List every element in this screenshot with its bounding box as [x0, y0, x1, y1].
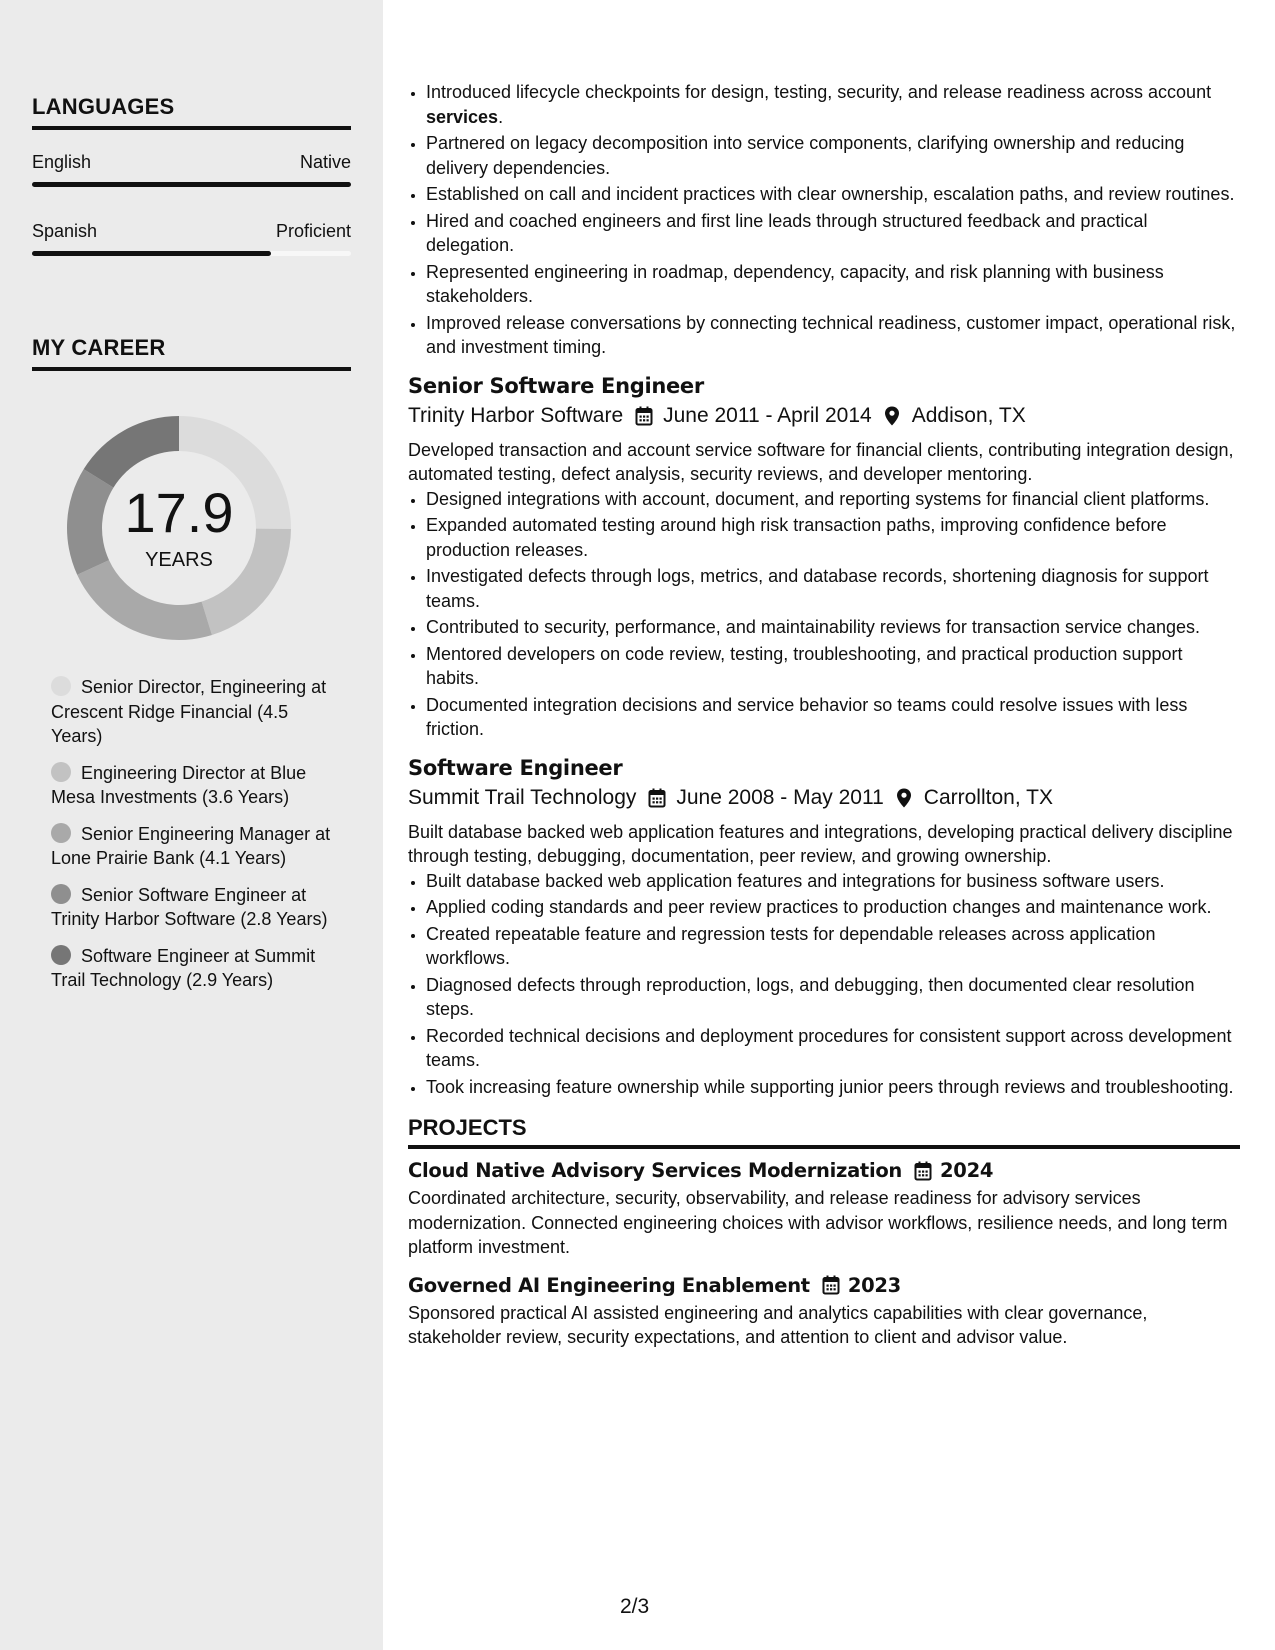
career-legend-item [51, 675, 331, 749]
job-company: Trinity Harbor Software [408, 403, 624, 427]
job-bullets [408, 869, 1240, 1100]
bullet-item [426, 311, 1240, 360]
legend-dot [51, 762, 71, 782]
job-dates: June 2008 - May 2011 [676, 785, 884, 809]
projects-heading: PROJECTS [408, 1115, 1240, 1149]
bullet-item: • Diagnosed defects through reproduction, logs, and debugging, then documented clear resolution steps. [426, 973, 1240, 1022]
experience-list [408, 374, 1240, 1100]
calendar-icon [648, 788, 666, 808]
sidebar [0, 0, 383, 1650]
language-level: Native [299, 152, 351, 172]
project-year: 2023 [847, 1273, 901, 1297]
career-total-unit: YEARS [145, 549, 213, 571]
career-donut-segment [77, 560, 212, 640]
career-heading: MY CAREER [32, 335, 351, 371]
project-entry [408, 1274, 1240, 1350]
career-legend-label: Senior Director, Engineering at Crescent Ridge Financial (4.5 Years) [51, 677, 327, 746]
career-total-years: 17.9 [124, 481, 234, 544]
career-donut-segment [84, 416, 179, 488]
bullet-item [426, 209, 1240, 258]
main-content [408, 0, 1240, 1650]
project-title: Cloud Native Advisory Services Modernization [408, 1159, 903, 1182]
bullet-item: • Applied coding standards and peer review practices to production changes and maintenance work. [426, 895, 1240, 920]
bullet-item: • Contributed to security, performance, and maintainability reviews for transaction service changes. [426, 615, 1240, 640]
project-entry [408, 1159, 1240, 1260]
project-year: 2024 [940, 1159, 994, 1182]
job-meta [408, 404, 1240, 428]
previous-job-bullets [408, 80, 1240, 360]
bullet-bold-text: services [426, 106, 499, 127]
project-title-row [408, 1274, 1240, 1297]
job-dates: June 2011 - April 2014 [663, 403, 872, 427]
bullet-item: • Created repeatable feature and regression tests for dependable releases across application workflows. [426, 922, 1240, 971]
project-description: Coordinated architecture, security, observability, and release readiness for advisory services modernization. Connected engineering choices with advisor workflows, resilience needs, and long term platform investment. [408, 1188, 1228, 1257]
job-entry [408, 374, 1240, 742]
bullet-item: • Expanded automated testing around high risk transaction paths, improving confidence before production releases. [426, 513, 1240, 562]
language-proficiency-fill [32, 251, 271, 256]
bullet-item [426, 182, 1240, 207]
calendar-icon [822, 1275, 840, 1295]
bullet-text: Improved release conversations by connecting technical readiness, customer impact, operational risk, and investment timing. [426, 312, 1236, 357]
bullet-text: Hired and coached engineers and first line leads through structured feedback and practical delegation. [426, 210, 1148, 255]
job-meta [408, 786, 1240, 810]
bullet-item: • Investigated defects through logs, metrics, and database records, shortening diagnosis for support teams. [426, 564, 1240, 613]
project-title: Governed AI Engineering Enablement [408, 1273, 810, 1297]
bullet-item: • Built database backed web application features and integrations for business software users. [426, 869, 1240, 894]
bullet-item [426, 131, 1240, 180]
job-company: Summit Trail Technology [408, 785, 637, 809]
legend-dot [51, 823, 71, 843]
language-proficiency-bar [32, 251, 351, 256]
bullet-item [426, 260, 1240, 309]
career-legend-label: Engineering Director at Blue Mesa Investments (3.6 Years) [51, 762, 307, 807]
job-title: Software Engineer [408, 755, 623, 780]
bullet-item [426, 80, 1240, 129]
language-name: English [32, 152, 92, 172]
career-legend-item [51, 822, 331, 871]
bullet-item: • Mentored developers on code review, testing, troubleshooting, and practical production support habits. [426, 642, 1240, 691]
legend-dot [51, 884, 71, 904]
language-proficiency-bar [32, 182, 351, 187]
job-location: Addison, TX [911, 403, 1026, 427]
job-summary: Developed transaction and account service software for financial clients, contributing integration design, automated testing, defect analysis, security reviews, and developer mentoring. [408, 439, 1234, 484]
languages-heading: LANGUAGES [32, 94, 351, 130]
projects-list [408, 1159, 1240, 1350]
career-legend [51, 675, 331, 1005]
bullet-item: • Took increasing feature ownership while supporting junior peers through reviews and troubleshooting. [426, 1075, 1240, 1100]
job-location: Carrollton, TX [923, 785, 1053, 809]
bullet-item: • Documented integration decisions and service behavior so teams could resolve issues with less friction. [426, 693, 1240, 742]
bullet-text: Established on call and incident practices with clear ownership, escalation paths, and review routines. [426, 184, 1235, 204]
career-legend-label: Senior Engineering Manager at Lone Prairie Bank (4.1 Years) [51, 823, 331, 868]
job-bullets [408, 487, 1240, 742]
career-legend-item [51, 944, 331, 993]
calendar-icon [635, 406, 653, 426]
language-proficiency-fill [32, 182, 351, 187]
career-legend-label: Senior Software Engineer at Trinity Harbor Software (2.8 Years) [51, 884, 328, 929]
map-pin-icon [896, 788, 914, 808]
bullet-item: • Recorded technical decisions and deployment procedures for consistent support across development teams. [426, 1024, 1240, 1073]
map-pin-icon [884, 406, 902, 426]
career-legend-item [51, 761, 331, 810]
language-name: Spanish [32, 221, 98, 241]
legend-dot [51, 945, 71, 965]
bullet-item: • Designed integrations with account, document, and reporting systems for financial client platforms. [426, 487, 1240, 512]
career-legend-item [51, 883, 331, 932]
calendar-icon [914, 1161, 932, 1181]
project-description: Sponsored practical AI assisted engineering and analytics capabilities with clear governance, stakeholder review, security expectations, and attention to client and advisor value. [408, 1302, 1148, 1347]
bullet-text: Partnered on legacy decomposition into service components, clarifying ownership and reducing delivery dependencies. [426, 133, 1185, 178]
bullet-text-after: . [498, 106, 504, 127]
career-legend-label: Software Engineer at Summit Trail Technology (2.9 Years) [51, 945, 316, 990]
page-number: 2/3 [620, 1595, 650, 1618]
language-item-spanish [32, 221, 351, 261]
job-entry [408, 756, 1240, 1100]
language-item-english [32, 152, 351, 192]
bullet-text: Introduced lifecycle checkpoints for design, testing, security, and release readiness across account [426, 82, 1212, 102]
project-title-row [408, 1159, 1240, 1182]
bullet-text: Represented engineering in roadmap, dependency, capacity, and risk planning with business stakeholders. [426, 261, 1164, 306]
job-title: Senior Software Engineer [408, 373, 704, 398]
job-summary: Built database backed web application features and integrations, developing practical delivery discipline through testing, debugging, documentation, peer review, and growing ownership. [408, 821, 1233, 866]
language-level: Proficient [275, 221, 351, 241]
legend-dot [51, 676, 71, 696]
